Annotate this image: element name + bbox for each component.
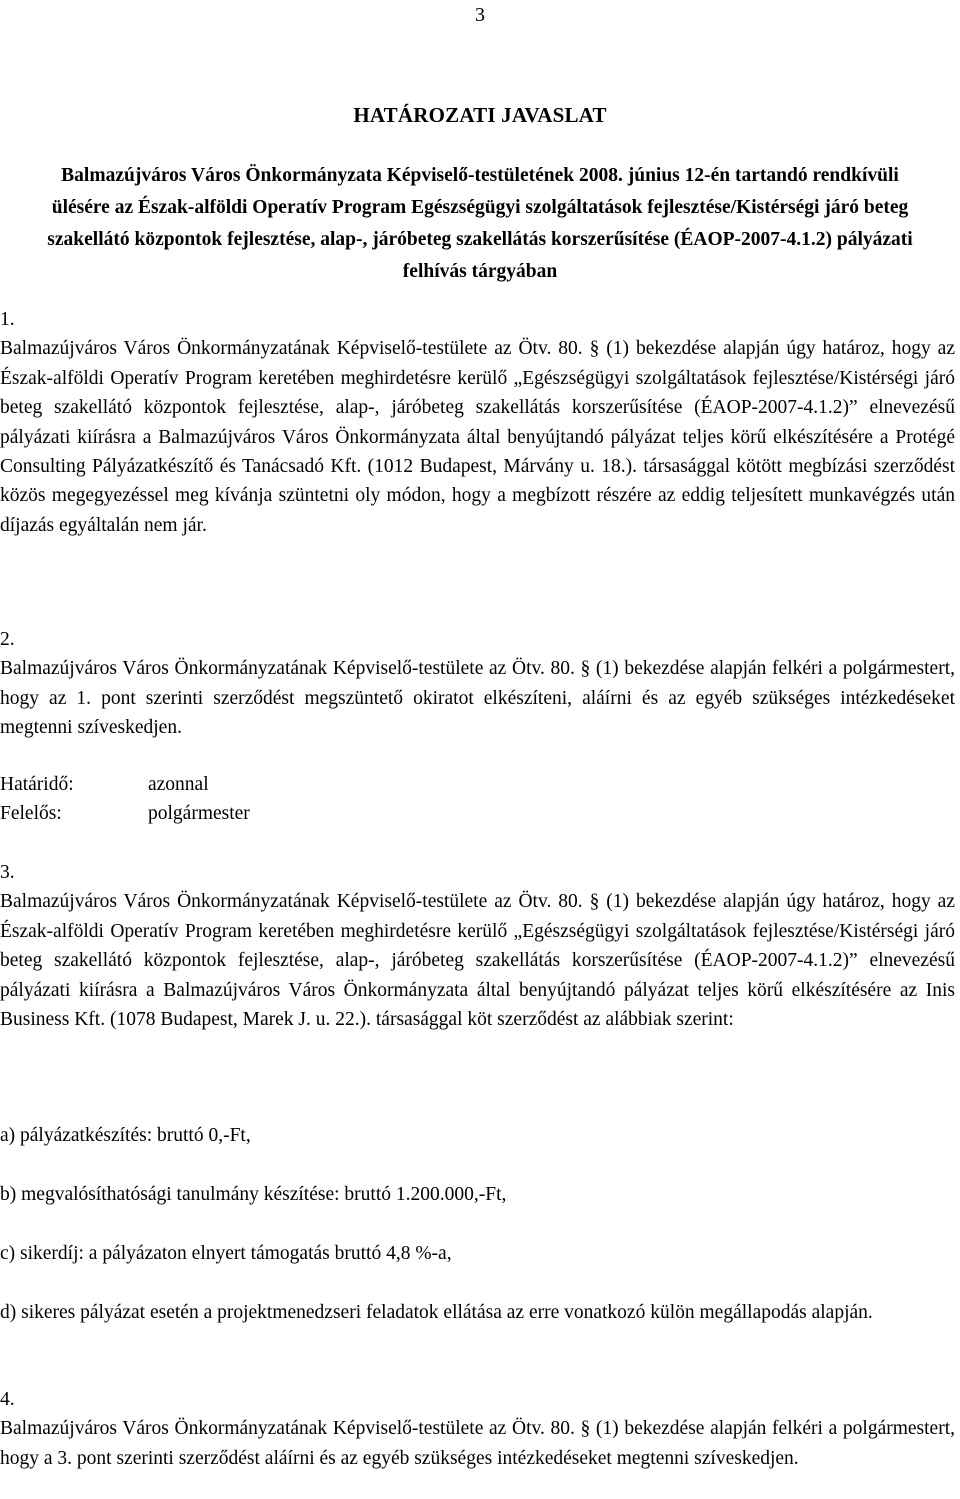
section-text: Balmazújváros Város Önkormányzatának Képviselő-testülete az Ötv. 80. § (1) bekezdése alapján úgy határoz, hogy az Észak-alföldi Operatív Program keretében meghirdetésre kerülő „Egészségügyi szolgáltatások fejlesztése/Kistérségi járó beteg szakellátó központok fejlesztése, alap-, járóbeteg szakellátás korszerűsítése (ÉAOP-2007-4.1.2)” elnevezésű pályázati kiírásra a Balmazújváros Város Önkormányzata által benyújtandó pályázat teljes körű elkészítésére a Protégé Consulting Pályázatkészítő és Tanácsadó Kft. (1012 Budapest, Márvány u. 18.). társasággal kötött megbízási szerződést közös megegyezéssel meg kívánja szüntetni oly módon, hogy a megbízott részére az eddig teljesített munkavégzés után díjazás egyáltalán nem jár. [0, 338, 955, 536]
section-1 [0, 305, 955, 540]
deadline-value: azonnal [148, 774, 209, 795]
section-number: 1. [0, 309, 15, 330]
responsible-label: Felelős: [0, 803, 62, 824]
section-text: Balmazújváros Város Önkormányzatának Képviselő-testülete az Ötv. 80. § (1) bekezdése alapján felkéri a polgármestert, hogy a 3. pont szerinti szerződést aláírni és az egyéb szükséges intézkedéseket megtenni szíveskedjen. [0, 1418, 955, 1469]
section-4 [0, 1385, 955, 1473]
document-subject: Balmazújváros Város Önkormányzata Képviselő-testületének 2008. június 12-én tartandó rendkívüli ülésére az Észak-alföldi Operatív Program Egészségügyi szolgáltatások fejlesztése/Kistérségi járó beteg szakellátó központok fejlesztése, alap-, járóbeteg szakellátás korszerűsítése (ÉAOP-2007-4.1.2) pályázati felhívás tárgyában [47, 165, 913, 282]
section-number: 3. [0, 862, 15, 883]
section-text: Balmazújváros Város Önkormányzatának Képviselő-testülete az Ötv. 80. § (1) bekezdése alapján felkéri a polgármestert, hogy az 1. pont szerinti szerződést megszüntető okiratot elkészíteni, aláírni és az egyéb szükséges intézkedéseket megtenni szíveskedjen. [0, 658, 955, 739]
section-number: 4. [0, 1389, 15, 1410]
list-item: a) pályázatkészítés: bruttó 0,-Ft, [0, 1125, 251, 1146]
list-item: b) megvalósíthatósági tanulmány készítése: bruttó 1.200.000,-Ft, [0, 1184, 507, 1205]
list-item: c) sikerdíj: a pályázaton elnyert támogatás bruttó 4,8 %-a, [0, 1243, 452, 1264]
section-text: Balmazújváros Város Önkormányzatának Képviselő-testülete az Ötv. 80. § (1) bekezdése alapján úgy határoz, hogy az Észak-alföldi Operatív Program keretében meghirdetésre kerülő „Egészségügyi szolgáltatások fejlesztése/Kistérségi járó beteg szakellátó központok fejlesztése, alap-, járóbeteg szakellátás korszerűsítése (ÉAOP-2007-4.1.2)” elnevezésű pályázati kiírásra a Balmazújváros Város Önkormányzata által benyújtandó pályázat teljes körű elkészítésére az Inis Business Kft. (1078 Budapest, Marek J. u. 22.). társasággal köt szerződést az alábbiak szerint: [0, 891, 955, 1031]
list-item: d) sikeres pályázat esetén a projektmenedzseri feladatok ellátása az erre vonatkozó külön megállapodás alapján. [0, 1302, 873, 1323]
section-3 [0, 858, 955, 1034]
deadline-block [0, 770, 250, 828]
section-2 [0, 625, 955, 743]
deadline-label: Határidő: [0, 774, 74, 795]
section-number: 2. [0, 629, 15, 650]
page-number: 3 [475, 4, 485, 26]
document-title: HATÁROZATI JAVASLAT [353, 103, 607, 127]
responsible-value: polgármester [148, 803, 250, 824]
